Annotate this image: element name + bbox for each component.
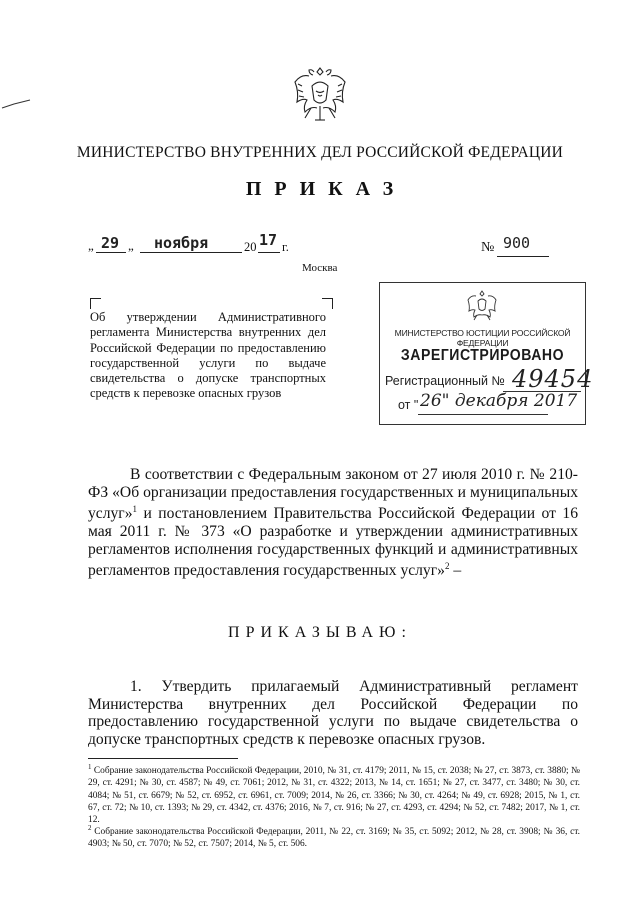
preamble-paragraph	[88, 466, 578, 580]
footnote-2-text: Собрание законодательства Российской Федерации, 2011, № 22, ст. 3169; № 35, ст. 5092; 2012, № 28, ст. 3908; № 36, ст. 4903; № 50, ст. 7070; № 52, ст. 7507; 2014, № 5, ст. 506.	[88, 827, 580, 850]
number-sign: №	[481, 240, 495, 255]
order-subject: Об утверждении Административного регламента Министерства внутренних дел Российской Федерации по предоставлению государственной услуги по выдаче свидетельства о допуске транспортных средств к перевозке опасных грузов	[90, 310, 326, 401]
stamp-registered: ЗАРЕГИСТРИРОВАНО	[400, 347, 565, 364]
footnote-1-text: Собрание законодательства Российской Федерации, 2010, № 31, ст. 4179; 2011, № 15, ст. 2038; № 27, ст. 3873, ст. 3880; № 29, ст. 4291; № 30, ст. 4587; № 49, ст. 7061; 2012, № 31, ст. 4322; 2013, № 14, ст. 1651; № 27, ст. 3477, ст. 3480; № 30, ст. 4084; № 51, ст. 6679; № 52, ст. 6952, ст. 6961, ст. 7009; 2014, № 26, ст. 3366; № 30, ст. 4264; № 49, ст. 6928; 2015, № 1, ст. 67, ст. 72; № 10, ст. 1393; № 29, ст. 4342, ст. 4376; 2016, № 7, ст. 916; № 27, ст. 4293, ст. 4294; № 52, ст. 7482; 2017, № 1, ст. 12.	[88, 766, 580, 825]
order-city: Москва	[302, 262, 338, 274]
month-underline	[140, 252, 242, 253]
preamble-mid: и постановлением Правительства Российской Федерации от 16 мая 2011 г. № 373 «О разработке и утверждении административных регламентов исполнения государственных функций и административных регламентов предоставления государственных услуг»	[88, 505, 578, 580]
order-year: 17	[259, 231, 278, 249]
orders-heading: ПРИКАЗЫВАЮ:	[228, 624, 412, 641]
footnote-separator	[88, 758, 238, 759]
year-prefix: 20	[244, 240, 257, 254]
footnote-ref-1[interactable]: 1	[132, 504, 137, 515]
footnote-1-mark: 1	[88, 763, 92, 771]
order-item-1: 1. Утвердить прилагаемый Административный регламент Министерства внутренних дел Российской Федерации по предоставлению государственной услуги по выдаче свидетельства о допуске транспортных средств к перевозке опасных грузов.	[88, 678, 578, 748]
stamp-reg-label: Регистрационный №	[385, 374, 505, 388]
footnote-2-mark: 2	[88, 824, 92, 832]
quote-close: „	[128, 238, 134, 253]
day-underline	[96, 252, 126, 253]
subject-bracket-left	[90, 298, 101, 309]
quote-open: „	[88, 238, 94, 253]
footnote-ref-2[interactable]: 2	[444, 561, 450, 572]
preamble-text: В соответствии с Федеральным законом от 27 июля 2010 г. № 210-ФЗ «Об организации предоставления государственных и муниципальных услуг»	[88, 466, 578, 523]
subject-bracket-right	[322, 298, 333, 309]
order-month: ноября	[154, 234, 209, 252]
number-underline	[497, 256, 549, 257]
document-type-title: ПРИКАЗ	[245, 178, 407, 200]
stamp-emblem-icon	[465, 289, 499, 323]
stamp-date-underline	[418, 414, 548, 415]
registration-stamp	[379, 282, 594, 425]
footnote-2	[88, 822, 580, 851]
stamp-reg-number: 49454	[512, 365, 594, 393]
stamp-date: 26" декабря 2017	[420, 391, 578, 411]
year-unit: г.	[282, 240, 289, 254]
footnote-1	[88, 761, 580, 826]
stamp-date-label: от "	[398, 398, 419, 412]
ministry-header: МИНИСТЕРСТВО ВНУТРЕННИХ ДЕЛ РОССИЙСКОЙ ФЕДЕРАЦИИ	[76, 144, 564, 161]
preamble-end: –	[449, 562, 462, 580]
order-number-field	[481, 232, 561, 258]
order-date	[88, 232, 328, 258]
coat-of-arms-emblem	[289, 64, 351, 128]
order-day: 29	[101, 234, 120, 252]
stamp-ministry: МИНИСТЕРСТВО ЮСТИЦИИ РОССИЙСКОЙ ФЕДЕРАЦИИ	[394, 328, 571, 348]
scan-mark	[0, 96, 34, 112]
year-underline	[258, 252, 280, 253]
order-number: 900	[503, 234, 531, 252]
